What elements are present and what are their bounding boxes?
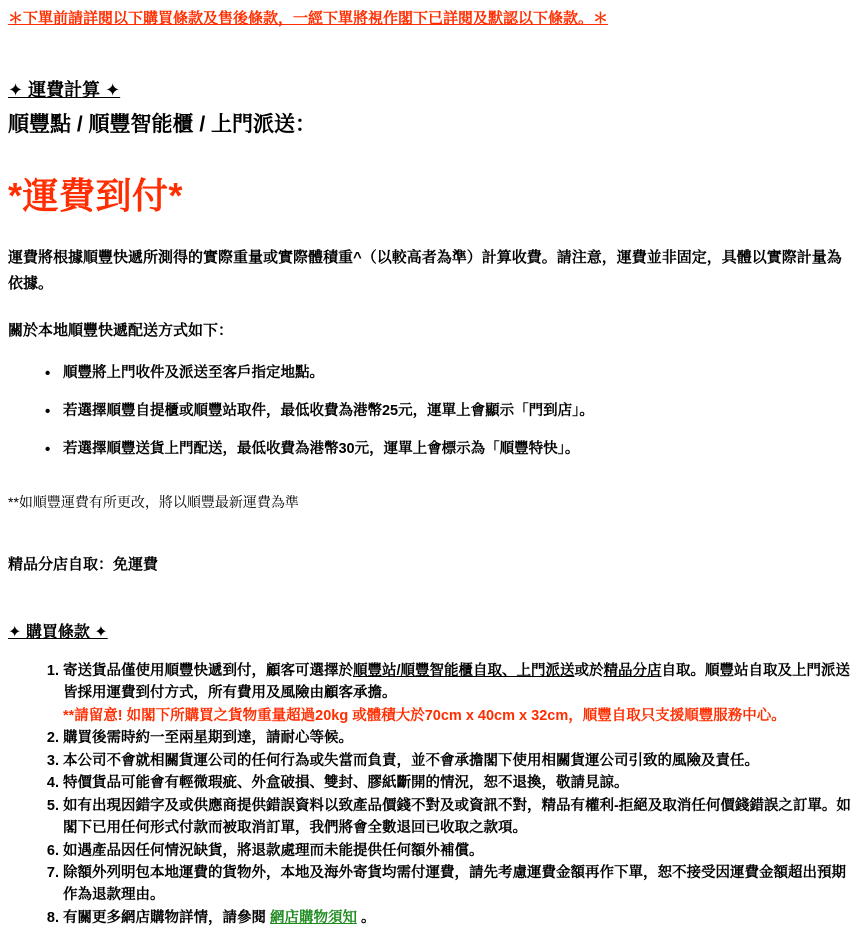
- freight-collect-heading: *運費到付*: [8, 174, 184, 216]
- term-item-5: 5. 如有出現因錯字及或供應商提供錯誤資料以致產品價錢不對及或資訊不對，精品有權利-拒絕及取消任何價錢錯誤之訂單。如閣下已用任何形式付款而被取消訂單，我們將會全數退回已收取之款項。: [63, 795, 851, 840]
- overweight-warning: **請留意! 如閣下所購買之貨物重量超過20kg 或體積大於70cm x 40cm x 32cm，順豐自取只支援順豐服務中心。: [63, 707, 786, 724]
- terms-section-title: ✦ 購買條款 ✦: [8, 623, 108, 641]
- term-1-underline-pickup-options: 順豐站/順豐智能櫃自取、上門派送: [353, 662, 575, 679]
- shipping-subtitle: 順豐點 / 順豐智能櫃 / 上門派送：: [8, 112, 317, 136]
- terms-list: [8, 660, 851, 930]
- shipping-section-title: ✦ 運費計算 ✦: [8, 79, 121, 100]
- term-1-underline-boutique: 精品分店: [603, 662, 662, 679]
- term-1-text: 寄送貨品僅使用順豐快遞到付，顧客可選擇於: [63, 662, 353, 679]
- term-item-4: 4. 特價貨品可能會有輕微瑕疵、外盒破損、雙封、膠紙斷開的情況，恕不退換，敬請見諒。: [63, 772, 851, 794]
- term-item-8: [63, 907, 851, 929]
- delivery-method-item: • 若選擇順豐自提櫃或順豐站取件，最低收費為港幣25元，運單上會顯示「門到店」。: [63, 402, 851, 421]
- term-1-text: 自取。順豐站自取及上門派送皆採用運費到付方式，所有費用及風險由顧客承擔。: [63, 662, 851, 702]
- fee-change-note: **如順豐運費有所更改，將以順豐最新運費為準: [8, 493, 299, 510]
- delivery-methods-intro: 關於本地順豐快遞配送方式如下：: [8, 322, 234, 340]
- delivery-methods-list: [8, 364, 851, 459]
- term-item-3: 3. 本公司不會就相關貨運公司的任何行為或失當而負責，並不會承擔閣下使用相關貨運公司引致的風險及責任。: [63, 750, 851, 772]
- store-pickup-note: 精品分店自取：免運費: [8, 555, 159, 573]
- term-1-text: 或於: [574, 662, 604, 679]
- term-8-text: 。: [357, 909, 376, 926]
- delivery-method-item: • 若選擇順豐送貨上門配送，最低收費為港幣30元，運單上會標示為「順豐特快」。: [63, 440, 851, 459]
- top-warning-banner: ＊下單前請詳閱以下購買條款及售後條款，一經下單將視作閣下已詳閱及默認以下條款。＊: [8, 10, 609, 27]
- term-8-text: 有關更多網店購物詳情，請參閱: [63, 909, 271, 926]
- shop-guide-link[interactable]: 網店購物須知: [270, 909, 358, 926]
- term-item-6: 6. 如遇產品因任何情況缺貨，將退款處理而未能提供任何額外補償。: [63, 840, 851, 862]
- term-item-7: 7. 除額外列明包本地運費的貨物外，本地及海外寄貨均需付運費，請先考慮運費金額再作下單，恕不接受因運費金額超出預期作為退款理由。: [63, 862, 851, 907]
- shipping-intro-paragraph: 運費將根據順豐快遞所測得的實際重量或實際體積重^（以較高者為準）計算收費。請注意，運費並非固定，具體以實際計量為依據。: [8, 248, 842, 292]
- delivery-method-item: • 順豐將上門收件及派送至客戶指定地點。: [63, 364, 851, 383]
- term-item-1: [63, 660, 851, 727]
- term-item-2: 2. 購買後需時約一至兩星期到達，請耐心等候。: [63, 727, 851, 749]
